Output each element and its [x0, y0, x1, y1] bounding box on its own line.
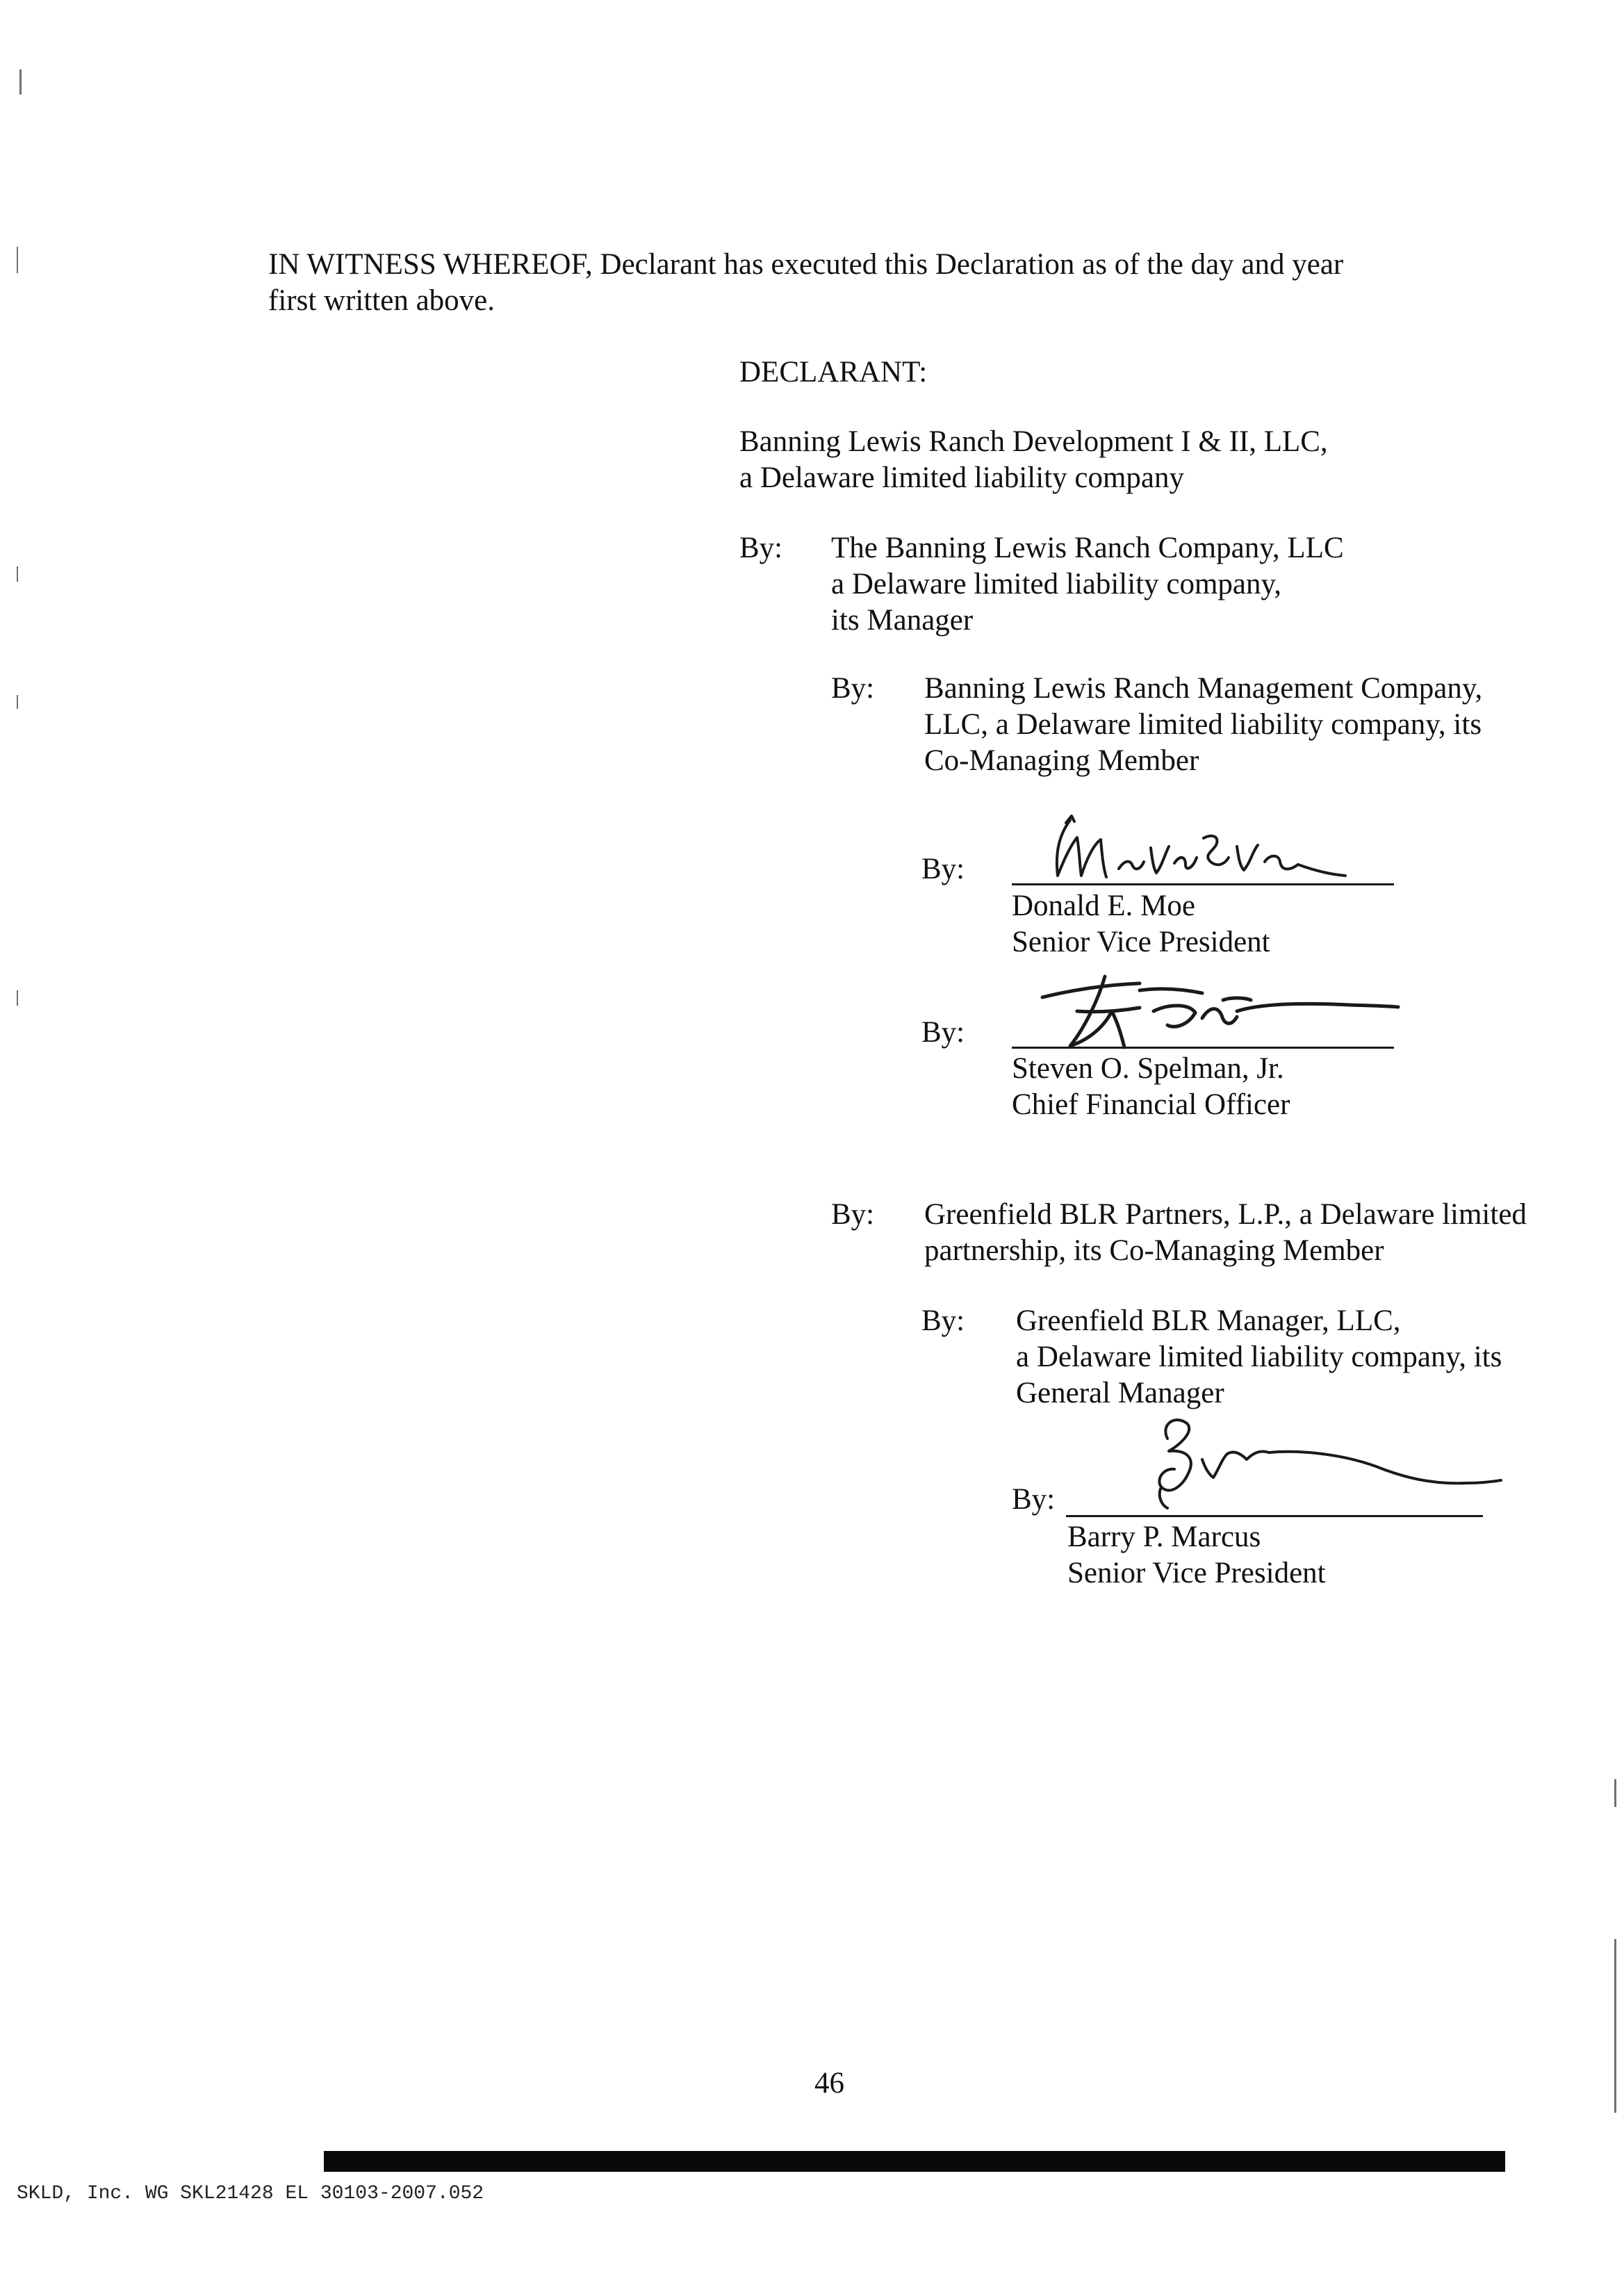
co-member-2-block: [924, 1197, 1527, 1269]
signatory-3-title: Senior Vice President: [1067, 1557, 1326, 1589]
co-member-1-block: [924, 671, 1482, 779]
witness-line-1: IN WITNESS WHEREOF, Declarant has executed this Declaration as of the day and year: [268, 248, 1344, 281]
co-member-2-by-label: By:: [831, 1198, 875, 1231]
scan-mark: [17, 247, 18, 273]
declarant-heading: DECLARANT:: [739, 356, 928, 388]
manager-line-2: a Delaware limited liability company,: [831, 568, 1281, 600]
signatory-3-by-label: By:: [1012, 1483, 1056, 1516]
scan-mark: [1614, 1939, 1616, 2113]
manager-by-label: By:: [739, 532, 783, 564]
scan-mark: [1614, 1779, 1616, 1807]
general-manager-line-3: General Manager: [1016, 1377, 1224, 1409]
co-member-1-by-label: By:: [831, 672, 875, 705]
co-member-1-line-3: Co-Managing Member: [924, 744, 1199, 777]
scan-mark: [19, 69, 22, 95]
co-member-2-line-2: partnership, its Co-Managing Member: [924, 1234, 1384, 1267]
scan-mark: [17, 990, 18, 1006]
manager-line-3: its Manager: [831, 604, 974, 637]
signatory-2-title: Chief Financial Officer: [1012, 1088, 1290, 1121]
general-manager-by-label: By:: [921, 1304, 965, 1337]
manager-line-1: The Banning Lewis Ranch Company, LLC: [831, 532, 1344, 564]
signatory-2-name: Steven O. Spelman, Jr.: [1012, 1052, 1284, 1085]
signatory-1-name: Donald E. Moe: [1012, 890, 1195, 922]
general-manager-line-2: a Delaware limited liability company, its: [1016, 1341, 1502, 1373]
signatory-1-title: Senior Vice President: [1012, 926, 1270, 958]
scan-mark: [17, 566, 18, 582]
entity-line-2: a Delaware limited liability company: [739, 461, 1185, 494]
signature-2-line: [1012, 1047, 1394, 1049]
manager-block: [831, 530, 1344, 639]
signature-3-line: [1066, 1515, 1483, 1517]
scan-mark: [17, 695, 18, 709]
entity-line-1: Banning Lewis Ranch Development I & II, LLC,: [739, 425, 1328, 458]
co-member-1-line-2: LLC, a Delaware limited liability company, its: [924, 708, 1482, 741]
footer-stamp: SKLD, Inc. WG SKL21428 EL 30103-2007.052: [17, 2183, 484, 2204]
witness-line-2: first written above.: [268, 284, 495, 317]
general-manager-line-1: Greenfield BLR Manager, LLC,: [1016, 1304, 1401, 1337]
signature-3: [1112, 1411, 1515, 1515]
footer-bar: [324, 2151, 1505, 2172]
signatory-3-name: Barry P. Marcus: [1067, 1521, 1261, 1553]
page-number: 46: [814, 2067, 844, 2100]
signatory-1-by-label: By:: [921, 853, 965, 885]
co-member-1-line-1: Banning Lewis Ranch Management Company,: [924, 672, 1483, 705]
co-member-2-line-1: Greenfield BLR Partners, L.P., a Delaware limited: [924, 1198, 1527, 1231]
signatory-2-by-label: By:: [921, 1016, 965, 1049]
declarant-entity: [739, 424, 1328, 496]
witness-clause: [268, 247, 1450, 319]
signature-1-line: [1012, 883, 1394, 885]
general-manager-block: [1016, 1303, 1502, 1411]
